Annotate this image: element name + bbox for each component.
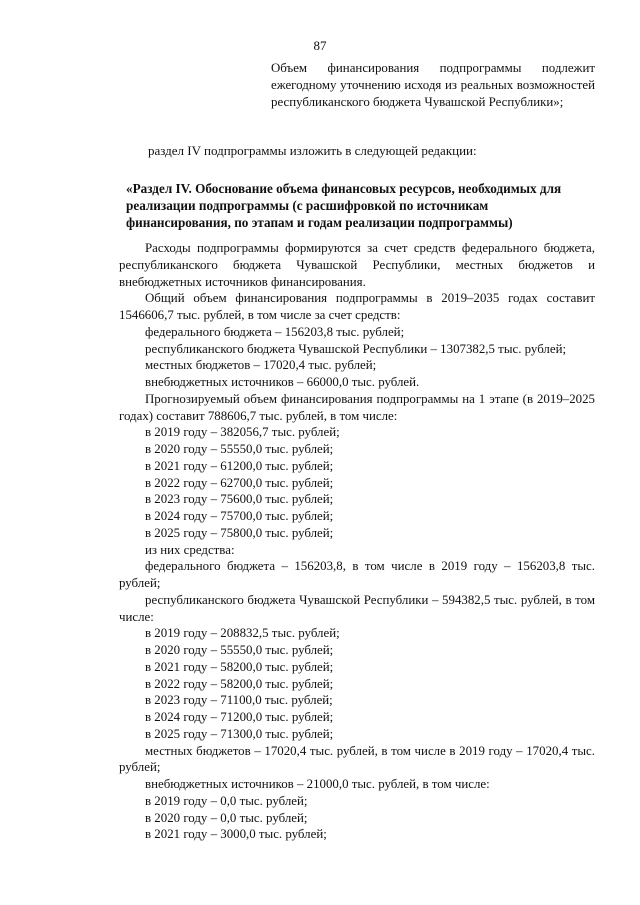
list-item-year: в 2023 году – 71100,0 тыс. рублей; — [145, 693, 333, 708]
paragraph-stage1-extrabudgetary: внебюджетных источников – 21000,0 тыс. рублей, в том числе: — [145, 777, 490, 791]
list-item-year: в 2020 году – 0,0 тыс. рублей; — [145, 810, 308, 825]
paragraph-republican-budget: республиканского бюджета Чувашской Республики – 1307382,5 тыс. рублей; — [145, 341, 567, 356]
list-item-year: в 2019 году – 382056,7 тыс. рублей; — [145, 425, 340, 440]
paragraph-stage1-republican: республиканского бюджета Чувашской Республики – 594382,5 тыс. рублей, в том числе: — [119, 592, 595, 624]
paragraph-stage1-federal: федерального бюджета – 156203,8, в том числе в 2019 году – 156203,8 тыс. рублей; — [119, 559, 595, 590]
paragraph-local-budgets: местных бюджетов – 17020,4 тыс. рублей; — [145, 358, 377, 373]
paragraph-stage1-volume: Прогнозируемый объем финансирования подпрограммы на 1 этапе (в 2019–2025 годах) составит 788606,7 тыс. рублей, в том числе: — [119, 391, 595, 423]
list-item-year: в 2019 году – 0,0 тыс. рублей; — [145, 793, 308, 808]
list-item-year: в 2021 году – 61200,0 тыс. рублей; — [145, 458, 334, 473]
list-item-year: в 2025 году – 75800,0 тыс. рублей; — [145, 525, 334, 540]
page-number: 87 — [313, 38, 327, 53]
paragraph-extrabudgetary: внебюджетных источников – 66000,0 тыс. рублей. — [145, 375, 420, 389]
intro-paragraph: Объем финансирования подпрограммы подлежит ежегодному уточнению исходя из реальных возможностей республиканского бюджета Чувашской Республики»; — [271, 61, 595, 109]
paragraph-expenses-sources: Расходы подпрограммы формируются за счет средств федерального бюджета, республиканского бюджета Чувашской Республики, местных бюджетов и внебюджетных источников финансирования. — [119, 241, 595, 289]
list-item-year: в 2021 году – 58200,0 тыс. рублей; — [145, 659, 334, 674]
list-item-year: в 2022 году – 62700,0 тыс. рублей; — [145, 475, 334, 490]
section-instruction: раздел IV подпрограммы изложить в следующей редакции: — [148, 143, 477, 158]
list-item-year: в 2020 году – 55550,0 тыс. рублей; — [145, 442, 334, 456]
paragraph-total-volume: Общий объем финансирования подпрограммы в 2019–2035 годах составит 1546606,7 тыс. рублей, в том числе за счет средств: — [119, 291, 595, 322]
paragraph-stage1-local: местных бюджетов – 17020,4 тыс. рублей, в том числе в 2019 году – 17020,4 тыс. рублей; — [119, 743, 595, 775]
list-item-year: в 2022 году – 58200,0 тыс. рублей; — [145, 676, 334, 691]
list-item-year: в 2024 году – 71200,0 тыс. рублей; — [145, 710, 334, 724]
section-heading: «Раздел IV. Обоснование объема финансовых ресурсов, необходимых для реализации подпрограммы (с расшифровкой по источникам финансирования, по этапам и годам реализации подпрограммы) — [126, 181, 562, 230]
list-item-year: в 2024 году – 75700,0 тыс. рублей; — [145, 509, 334, 523]
list-item-year: в 2023 году – 75600,0 тыс. рублей; — [145, 492, 334, 507]
paragraph-federal-budget: федерального бюджета – 156203,8 тыс. рублей; — [145, 324, 405, 339]
list-item-year: в 2019 году – 208832,5 тыс. рублей; — [145, 626, 340, 641]
list-item-year: в 2020 году – 55550,0 тыс. рублей; — [145, 643, 334, 657]
paragraph-of-which: из них средства: — [145, 542, 235, 557]
body-text — [119, 240, 595, 843]
list-item-year: в 2021 году – 3000,0 тыс. рублей; — [145, 827, 327, 842]
list-item-year: в 2025 году – 71300,0 тыс. рублей; — [145, 726, 334, 741]
